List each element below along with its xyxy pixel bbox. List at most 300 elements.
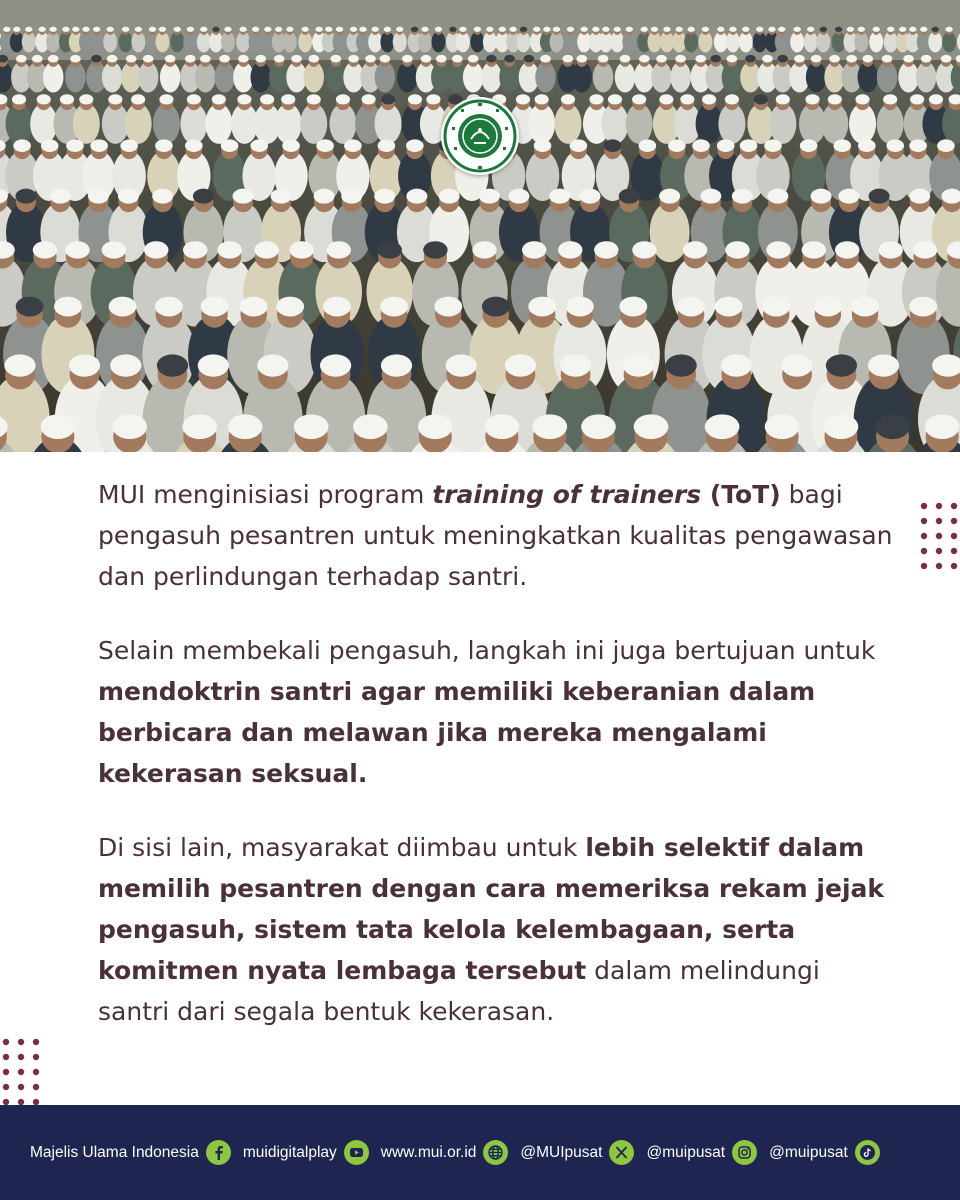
person-cap bbox=[200, 27, 207, 32]
p3-text-1: Di sisi lain, masyarakat diimbau untuk bbox=[98, 833, 586, 862]
person-cap bbox=[365, 55, 376, 63]
person-cap bbox=[91, 55, 102, 63]
person-cap bbox=[60, 94, 74, 104]
person-cap bbox=[800, 139, 818, 152]
person-cap bbox=[240, 297, 268, 317]
person-cap bbox=[887, 27, 894, 32]
person-cap bbox=[378, 139, 396, 152]
person-cap bbox=[411, 27, 418, 32]
decorative-dot bbox=[936, 518, 942, 524]
person-cap bbox=[250, 139, 268, 152]
person-cap bbox=[705, 414, 740, 439]
p2-bold: mendoktrin santri agar memiliki keberanian dalam berbicara dan melawan jika mereka mengalami kekerasan seksual. bbox=[98, 677, 816, 788]
person-cap bbox=[348, 55, 359, 63]
person-cap bbox=[543, 27, 550, 32]
person-cap bbox=[602, 27, 609, 32]
person-cap bbox=[155, 297, 183, 317]
person-cap bbox=[143, 55, 154, 63]
person-cap bbox=[634, 414, 669, 439]
gathering-photo bbox=[0, 0, 960, 452]
globe-icon bbox=[483, 1140, 508, 1165]
person-cap bbox=[873, 27, 880, 32]
person-cap bbox=[90, 139, 108, 152]
person-cap bbox=[70, 55, 81, 63]
decorative-dot bbox=[951, 518, 957, 524]
person-cap bbox=[307, 94, 321, 104]
person-cap bbox=[32, 55, 43, 63]
person-cap bbox=[323, 297, 351, 317]
person-cap bbox=[294, 414, 329, 439]
person-cap bbox=[725, 241, 749, 258]
person-cap bbox=[742, 27, 749, 32]
social-facebook[interactable] bbox=[30, 1140, 231, 1165]
person-cap bbox=[82, 27, 89, 32]
person-cap bbox=[676, 27, 683, 32]
person-cap bbox=[37, 94, 51, 104]
person-cap bbox=[330, 55, 341, 63]
person-cap bbox=[41, 414, 76, 439]
person-cap bbox=[3, 27, 10, 32]
person-cap bbox=[66, 139, 84, 152]
person-cap bbox=[15, 189, 36, 204]
person-cap bbox=[598, 55, 609, 63]
decorative-dot bbox=[951, 533, 957, 539]
tiktok-icon bbox=[855, 1140, 880, 1165]
person-cap bbox=[727, 55, 738, 63]
person-cap bbox=[384, 27, 391, 32]
person-cap bbox=[666, 354, 697, 376]
person-cap bbox=[69, 354, 100, 376]
decorative-dot bbox=[921, 518, 927, 524]
person-cap bbox=[131, 94, 145, 104]
person-cap bbox=[721, 354, 752, 376]
decorative-dot bbox=[18, 1084, 24, 1090]
decorative-dots-left bbox=[0, 1036, 42, 1106]
person-cap bbox=[486, 55, 497, 63]
decorative-dot bbox=[33, 1084, 39, 1090]
person-cap bbox=[777, 55, 788, 63]
person-cap bbox=[835, 241, 859, 258]
decorative-dot bbox=[18, 1039, 24, 1045]
person-cap bbox=[504, 55, 515, 63]
person-cap bbox=[212, 94, 226, 104]
person-cap bbox=[883, 94, 897, 104]
person-cap bbox=[847, 27, 854, 32]
person-cap bbox=[659, 94, 673, 104]
person-cap bbox=[533, 27, 540, 32]
person-cap bbox=[378, 241, 402, 258]
person-cap bbox=[604, 139, 622, 152]
person-cap bbox=[421, 55, 432, 63]
person-cap bbox=[745, 55, 756, 63]
p2-text: Selain membekali pengasuh, langkah ini juga bertujuan untuk bbox=[98, 636, 876, 665]
person-cap bbox=[254, 241, 278, 258]
person-cap bbox=[858, 27, 865, 32]
person-cap bbox=[656, 55, 667, 63]
decorative-dot bbox=[3, 1039, 9, 1045]
person-cap bbox=[941, 55, 952, 63]
person-cap bbox=[899, 27, 906, 32]
person-cap bbox=[807, 27, 814, 32]
person-cap bbox=[212, 27, 219, 32]
person-cap bbox=[740, 139, 758, 152]
person-cap bbox=[102, 241, 126, 258]
decorative-dot bbox=[33, 1039, 39, 1045]
youtube-icon bbox=[344, 1140, 369, 1165]
decorative-dot bbox=[936, 548, 942, 554]
person-cap bbox=[79, 94, 93, 104]
decorative-dot bbox=[33, 1054, 39, 1060]
decorative-dot bbox=[3, 1054, 9, 1060]
decorative-dot bbox=[921, 533, 927, 539]
person-cap bbox=[793, 27, 800, 32]
person-cap bbox=[668, 139, 686, 152]
person-cap bbox=[485, 414, 520, 439]
person-cap bbox=[4, 354, 35, 376]
person-cap bbox=[766, 241, 790, 258]
person-cap bbox=[561, 94, 575, 104]
person-cap bbox=[811, 55, 822, 63]
person-cap bbox=[805, 94, 819, 104]
article-body bbox=[98, 474, 898, 1065]
person-cap bbox=[929, 94, 943, 104]
person-cap bbox=[182, 414, 217, 439]
person-cap bbox=[862, 55, 873, 63]
person-cap bbox=[228, 414, 263, 439]
person-cap bbox=[765, 414, 800, 439]
person-cap bbox=[639, 55, 650, 63]
social-youtube[interactable] bbox=[243, 1140, 369, 1165]
person-cap bbox=[903, 55, 914, 63]
person-cap bbox=[913, 241, 937, 258]
person-cap bbox=[408, 94, 422, 104]
instagram-icon bbox=[732, 1140, 757, 1165]
person-cap bbox=[126, 55, 137, 63]
person-cap bbox=[620, 55, 631, 63]
person-cap bbox=[729, 27, 736, 32]
person-cap bbox=[532, 414, 567, 439]
person-cap bbox=[717, 27, 724, 32]
person-cap bbox=[632, 94, 646, 104]
person-cap bbox=[945, 27, 952, 32]
person-cap bbox=[875, 414, 910, 439]
person-cap bbox=[778, 27, 785, 32]
decorative-dot bbox=[936, 503, 942, 509]
person-cap bbox=[921, 55, 932, 63]
person-cap bbox=[49, 27, 56, 32]
person-cap bbox=[540, 55, 551, 63]
person-cap bbox=[846, 55, 857, 63]
person-cap bbox=[238, 55, 249, 63]
decorative-dot bbox=[921, 548, 927, 554]
person-cap bbox=[93, 27, 100, 32]
person-cap bbox=[264, 27, 271, 32]
person-cap bbox=[858, 139, 876, 152]
person-cap bbox=[336, 27, 343, 32]
p1-emphasis: training of trainers bbox=[432, 480, 702, 509]
person-cap bbox=[25, 27, 32, 32]
person-cap bbox=[327, 241, 351, 258]
person-cap bbox=[592, 27, 599, 32]
person-cap bbox=[479, 189, 500, 204]
decorative-dot bbox=[33, 1069, 39, 1075]
social-label: @muipusat bbox=[646, 1143, 726, 1161]
person-cap bbox=[474, 27, 481, 32]
person-cap bbox=[781, 354, 812, 376]
person-cap bbox=[439, 189, 460, 204]
person-cap bbox=[149, 27, 156, 32]
decorative-dot bbox=[3, 1069, 9, 1075]
person-cap bbox=[423, 241, 447, 258]
person-cap bbox=[868, 354, 899, 376]
person-cap bbox=[886, 139, 904, 152]
person-cap bbox=[239, 27, 246, 32]
person-cap bbox=[39, 27, 46, 32]
person-cap bbox=[522, 241, 546, 258]
person-cap bbox=[768, 27, 775, 32]
person-cap bbox=[13, 27, 20, 32]
person-cap bbox=[632, 241, 656, 258]
person-cap bbox=[120, 139, 138, 152]
person-cap bbox=[524, 55, 535, 63]
person-cap bbox=[381, 354, 412, 376]
person-cap bbox=[260, 94, 274, 104]
x-icon bbox=[609, 1140, 634, 1165]
person-cap bbox=[909, 139, 927, 152]
person-cap bbox=[200, 55, 211, 63]
social-label: @MUIpusat bbox=[520, 1143, 603, 1161]
person-cap bbox=[344, 139, 362, 152]
person-cap bbox=[594, 241, 618, 258]
person-cap bbox=[237, 94, 251, 104]
person-cap bbox=[257, 354, 288, 376]
decorative-dot bbox=[951, 548, 957, 554]
paragraph-3 bbox=[98, 827, 898, 1032]
person-cap bbox=[715, 297, 743, 317]
social-footer bbox=[0, 1105, 960, 1200]
person-cap bbox=[13, 139, 31, 152]
header-photo bbox=[0, 0, 960, 452]
person-cap bbox=[16, 297, 44, 317]
person-cap bbox=[110, 354, 141, 376]
person-cap bbox=[286, 27, 293, 32]
person-cap bbox=[41, 139, 59, 152]
person-cap bbox=[509, 27, 516, 32]
person-cap bbox=[112, 414, 147, 439]
person-cap bbox=[764, 139, 782, 152]
person-cap bbox=[717, 139, 735, 152]
person-cap bbox=[869, 189, 890, 204]
person-cap bbox=[683, 241, 707, 258]
person-cap bbox=[570, 139, 588, 152]
decorative-dot bbox=[951, 503, 957, 509]
person-cap bbox=[109, 297, 137, 317]
person-cap bbox=[48, 55, 59, 63]
person-cap bbox=[767, 189, 788, 204]
person-cap bbox=[301, 27, 308, 32]
person-cap bbox=[436, 55, 447, 63]
person-cap bbox=[677, 297, 705, 317]
person-cap bbox=[308, 55, 319, 63]
p1-bold: (ToT) bbox=[701, 480, 781, 509]
person-cap bbox=[794, 55, 805, 63]
person-cap bbox=[619, 297, 647, 317]
person-cap bbox=[406, 189, 427, 204]
person-cap bbox=[372, 27, 379, 32]
person-cap bbox=[623, 354, 654, 376]
person-cap bbox=[314, 189, 335, 204]
person-cap bbox=[402, 55, 413, 63]
social-label: muidigitalplay bbox=[242, 1143, 337, 1161]
person-cap bbox=[560, 354, 591, 376]
person-cap bbox=[702, 94, 716, 104]
person-cap bbox=[802, 241, 826, 258]
person-cap bbox=[833, 139, 851, 152]
mui-logo-emblem bbox=[441, 97, 519, 175]
decorative-dot bbox=[951, 563, 957, 569]
person-cap bbox=[710, 55, 721, 63]
person-cap bbox=[219, 55, 230, 63]
person-cap bbox=[341, 189, 362, 204]
person-cap bbox=[187, 94, 201, 104]
person-cap bbox=[282, 139, 300, 152]
person-cap bbox=[725, 94, 739, 104]
person-cap bbox=[828, 94, 842, 104]
person-cap bbox=[165, 55, 176, 63]
person-cap bbox=[108, 94, 122, 104]
person-cap bbox=[16, 55, 27, 63]
person-cap bbox=[688, 27, 695, 32]
person-cap bbox=[776, 94, 790, 104]
person-cap bbox=[187, 27, 194, 32]
person-cap bbox=[144, 241, 168, 258]
person-cap bbox=[159, 94, 173, 104]
social-x[interactable] bbox=[520, 1140, 634, 1165]
person-cap bbox=[528, 297, 556, 317]
person-cap bbox=[811, 189, 832, 204]
person-cap bbox=[88, 189, 109, 204]
person-cap bbox=[271, 189, 292, 204]
person-cap bbox=[499, 27, 506, 32]
p1-text-2: bagi pengasuh pesantren untuk meningkatkan kualitas pengawasan dan perlindungan terhadap santri. bbox=[98, 480, 893, 591]
person-cap bbox=[381, 94, 395, 104]
person-cap bbox=[65, 241, 89, 258]
person-cap bbox=[426, 94, 440, 104]
person-cap bbox=[435, 27, 442, 32]
person-cap bbox=[159, 27, 166, 32]
person-cap bbox=[937, 139, 955, 152]
person-cap bbox=[482, 297, 510, 317]
paragraph-2 bbox=[98, 630, 898, 794]
person-cap bbox=[835, 27, 842, 32]
person-cap bbox=[275, 27, 282, 32]
person-cap bbox=[107, 55, 118, 63]
mui-logo bbox=[441, 97, 519, 175]
person-cap bbox=[50, 189, 71, 204]
person-cap bbox=[659, 189, 680, 204]
person-cap bbox=[62, 27, 69, 32]
person-cap bbox=[193, 189, 214, 204]
person-cap bbox=[855, 94, 869, 104]
person-cap bbox=[224, 27, 231, 32]
person-cap bbox=[315, 27, 322, 32]
person-cap bbox=[185, 55, 196, 63]
person-cap bbox=[157, 354, 188, 376]
person-cap bbox=[122, 27, 129, 32]
p3-bold: lebih selektif dalam memilih pesantren dengan cara memeriksa rekam jejak pengasuh, sistem tata kelola kelembagaan, serta komitmen nyata lembaga tersebut bbox=[98, 833, 885, 985]
person-cap bbox=[814, 297, 842, 317]
person-cap bbox=[756, 27, 763, 32]
person-cap bbox=[829, 55, 840, 63]
decorative-dots-right bbox=[918, 500, 960, 570]
person-cap bbox=[362, 94, 376, 104]
person-cap bbox=[508, 189, 529, 204]
person-cap bbox=[325, 27, 332, 32]
decorative-dot bbox=[18, 1054, 24, 1060]
social-tiktok[interactable] bbox=[769, 1140, 880, 1165]
social-label: www.mui.or.id bbox=[380, 1143, 477, 1161]
person-cap bbox=[274, 55, 285, 63]
person-cap bbox=[909, 297, 937, 317]
person-cap bbox=[553, 27, 560, 32]
person-cap bbox=[732, 189, 753, 204]
person-cap bbox=[233, 189, 254, 204]
decorative-dot bbox=[936, 563, 942, 569]
person-cap bbox=[754, 94, 768, 104]
person-cap bbox=[581, 414, 616, 439]
person-cap bbox=[762, 55, 773, 63]
person-cap bbox=[639, 139, 657, 152]
person-cap bbox=[374, 189, 395, 204]
person-cap bbox=[925, 414, 960, 439]
person-cap bbox=[486, 27, 493, 32]
social-website[interactable] bbox=[381, 1140, 509, 1165]
person-cap bbox=[909, 27, 916, 32]
person-cap bbox=[135, 27, 142, 32]
person-cap bbox=[675, 55, 686, 63]
person-cap bbox=[152, 189, 173, 204]
person-cap bbox=[567, 27, 574, 32]
person-cap bbox=[626, 27, 633, 32]
person-cap bbox=[255, 55, 266, 63]
person-cap bbox=[641, 27, 648, 32]
person-cap bbox=[826, 354, 857, 376]
facebook-icon bbox=[206, 1140, 231, 1165]
person-cap bbox=[183, 241, 207, 258]
person-cap bbox=[281, 94, 295, 104]
social-instagram[interactable] bbox=[646, 1140, 757, 1165]
person-cap bbox=[449, 27, 456, 32]
person-cap bbox=[201, 297, 229, 317]
decorative-dot bbox=[921, 503, 927, 509]
person-cap bbox=[353, 414, 388, 439]
social-label: @muipusat bbox=[769, 1143, 848, 1161]
person-cap bbox=[910, 94, 924, 104]
person-cap bbox=[534, 139, 552, 152]
person-cap bbox=[396, 27, 403, 32]
person-cap bbox=[608, 94, 622, 104]
person-cap bbox=[12, 94, 26, 104]
paragraph-1 bbox=[98, 474, 898, 597]
person-cap bbox=[459, 27, 466, 32]
person-cap bbox=[290, 241, 314, 258]
person-cap bbox=[762, 297, 790, 317]
person-cap bbox=[579, 189, 600, 204]
person-cap bbox=[185, 139, 203, 152]
decorative-dot bbox=[921, 563, 927, 569]
person-cap bbox=[535, 94, 549, 104]
person-cap bbox=[614, 27, 621, 32]
